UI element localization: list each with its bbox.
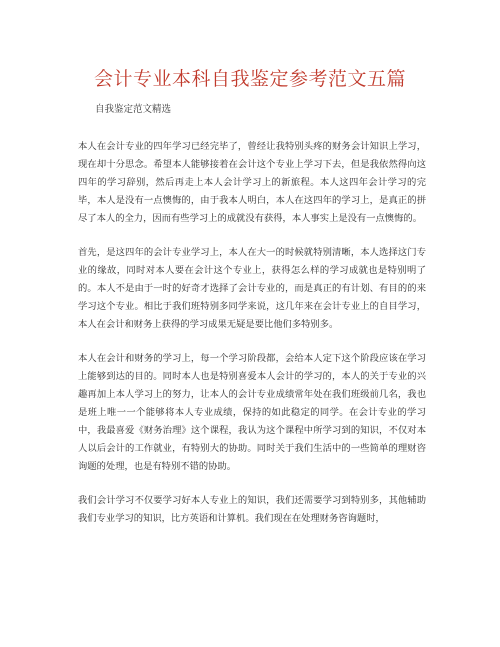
paragraph-1: 本人在会计专业的四年学习已经完毕了，曾经让我特别头疼的财务会计知识上学习，现在却十分思念。希望本人能够接着在会计这个专业上学习下去，但是我依然得向这四年的学习辞别，然后再走上本人会计学习上的新旅程。本人这四年会计学习的完毕，本人是没有一点懊悔的，由于我本人明白，本人在这四年的学习上，是真正的拼尽了本人的全力，因而有些学习上的成就没有获得，本人事实上是没有一点懊悔的。 (78, 141, 426, 224)
paragraph-3: 本人在会计和财务的学习上，每一个学习阶段都，会给本人定下这个阶段应该在学习上能够到达的目的。同时本人也是特别喜爱本人会计的学习的，本人的关于专业的兴趣再加上本人学习上的努力，让本人的会计专业成绩常年处在我们班级前几名，我也是班上唯一一个能够将本人专业成绩，保持的如此稳定的同学。在会计专业的学习中，我最喜爱《财务治理》这个课程，我认为这个课程中所学习到的知识，不仅对本人以后会计的工作就业，有特别大的协助。同时关于我们生活中的一些简单的理财咨询题的处理，也是有特别不错的协助。 (78, 353, 426, 472)
document-body (78, 138, 426, 544)
paragraph-4: 我们会计学习不仅要学习好本人专业上的知识，我们还需要学习到特别多，其他辅助我们专业学习的知识，比方英语和计算机。我们现在在处理财务咨询题时， (78, 495, 426, 524)
paragraph-2: 首先，是这四年的会计专业学习上，本人在大一的时候就特别清晰，本人选择这门专业的缘故，同时对本人要在会计这个专业上，获得怎么样的学习成就也是特别明了的。本人不是由于一时的好奇才选择了会计专业的，而是真正的有计划、有目的的来学习这个专业。相比于我们班特别多同学来说，这几年来在会计专业上的自目学习，本人在会计和财务上获得的学习成果无疑是要比他们多特别多。 (78, 247, 426, 330)
document-title: 会计专业本科自我鉴定参考范文五篇 (93, 68, 406, 90)
document-subtitle: 自我鉴定范文精选 (95, 104, 172, 115)
